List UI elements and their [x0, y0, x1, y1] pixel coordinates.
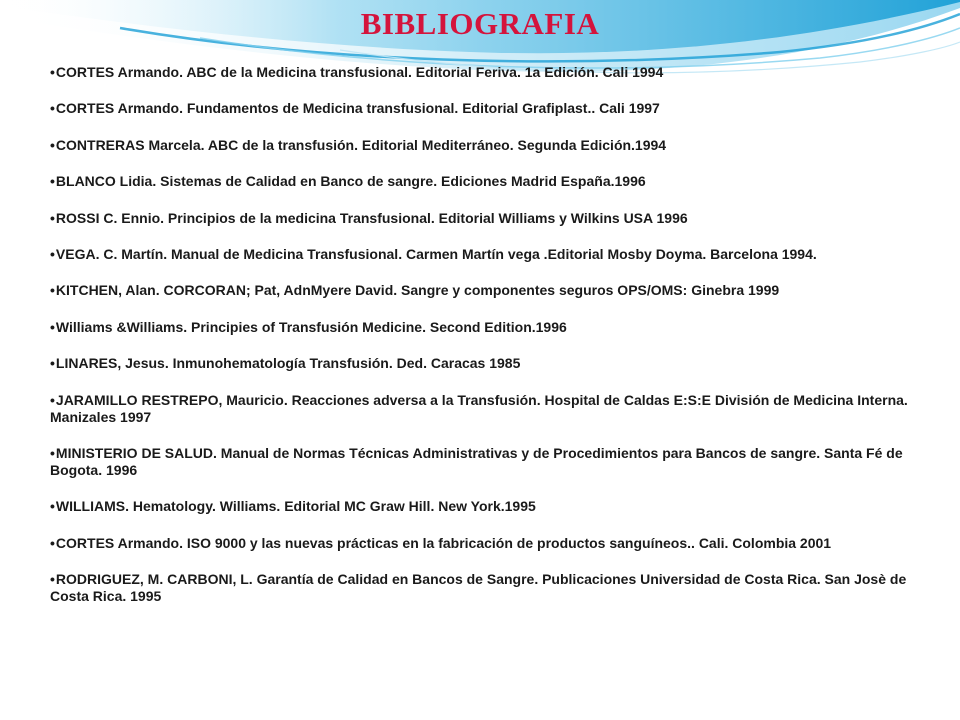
bibliography-item: • WILLIAMS. Hematology. Williams. Editorial MC Graw Hill. New York.1995	[50, 498, 908, 515]
bibliography-item: • JARAMILLO RESTREPO, Mauricio. Reacciones adversa a la Transfusión. Hospital de Caldas E:S:E División de Medicina Interna. Manizales 1997	[50, 392, 908, 426]
bibliography-list	[50, 64, 908, 624]
bibliography-item: • MINISTERIO DE SALUD. Manual de Normas Técnicas Administrativas y de Procedimientos para Bancos de sangre. Santa Fé de Bogota. 1996	[50, 445, 908, 479]
bibliography-item: • BLANCO Lidia. Sistemas de Calidad en Banco de sangre. Ediciones Madrid España.1996	[50, 173, 908, 190]
bibliography-item: • KITCHEN, Alan. CORCORAN; Pat, AdnMyere David. Sangre y componentes seguros OPS/OMS: Ginebra 1999	[50, 282, 908, 299]
bibliography-item: • Williams &Williams. Principies of Transfusión Medicine. Second Edition.1996	[50, 319, 908, 336]
bibliography-item: • CORTES Armando. ABC de la Medicina transfusional. Editorial Feriva. 1a Edición. Cali 1994	[50, 64, 908, 81]
bibliography-item: • LINARES, Jesus. Inmunohematología Transfusión. Ded. Caracas 1985	[50, 355, 908, 372]
bibliography-item: • CORTES Armando. ISO 9000 y las nuevas prácticas en la fabricación de productos sanguíneos.. Cali. Colombia 2001	[50, 535, 908, 552]
bibliography-item: • CONTRERAS Marcela. ABC de la transfusión. Editorial Mediterráneo. Segunda Edición.1994	[50, 137, 908, 154]
bibliography-item: • VEGA. C. Martín. Manual de Medicina Transfusional. Carmen Martín vega .Editorial Mosby Doyma. Barcelona 1994.	[50, 246, 908, 263]
bibliography-item: • CORTES Armando. Fundamentos de Medicina transfusional. Editorial Grafiplast.. Cali 1997	[50, 100, 908, 117]
bibliography-item: • RODRIGUEZ, M. CARBONI, L. Garantía de Calidad en Bancos de Sangre. Publicaciones Universidad de Costa Rica. San Josè de Costa Rica. 1995	[50, 571, 908, 605]
bibliography-item: • ROSSI C. Ennio. Principios de la medicina Transfusional. Editorial Williams y Wilkins USA 1996	[50, 210, 908, 227]
page-title: BIBLIOGRAFIA	[360, 6, 600, 41]
